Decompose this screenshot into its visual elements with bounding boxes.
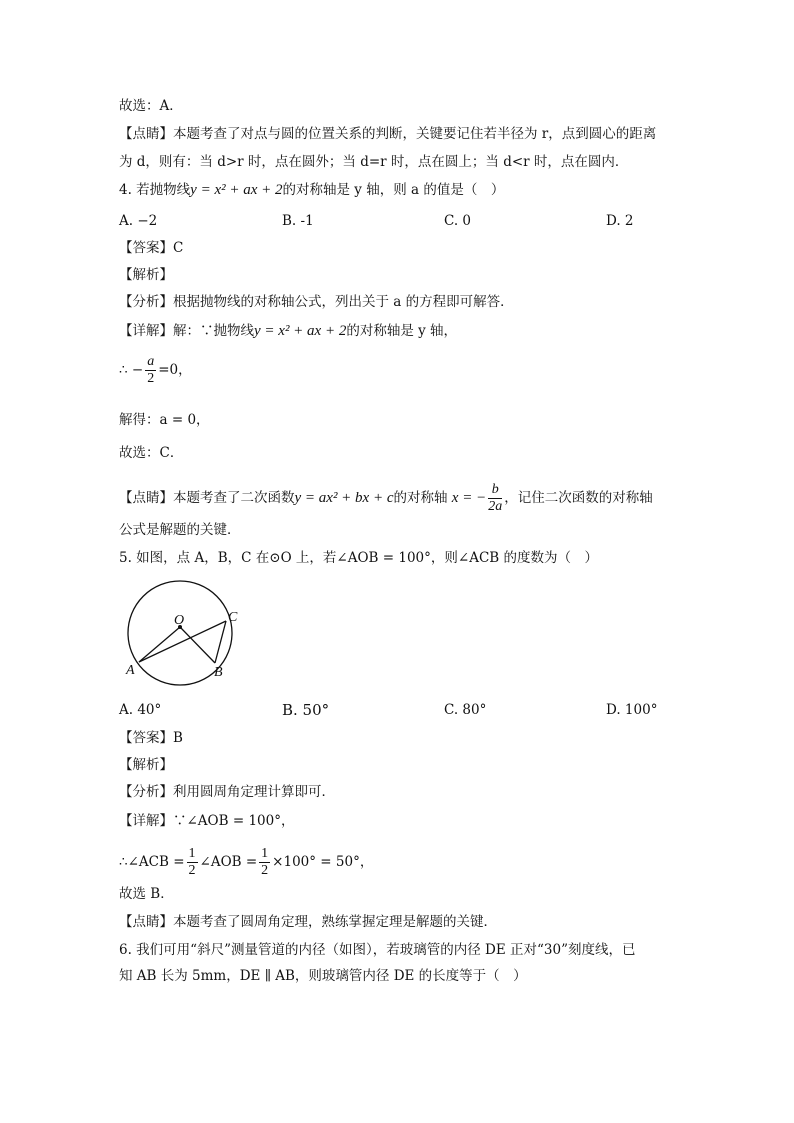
text-line: 【点睛】本题考查了对点与圆的位置关系的判断，关键要记住若半径为 r，点到圆心的距离 — [119, 126, 657, 142]
option-d: D. 2 — [606, 213, 634, 229]
label-c: C — [228, 610, 238, 625]
option-c: C. 0 — [444, 213, 472, 229]
choice-line: 故选：C． — [119, 445, 184, 461]
fraction: $\frac{1}{2}$ — [261, 846, 269, 878]
analysis-heading: 【解析】 — [119, 757, 173, 773]
option-c: C. 80° — [444, 702, 487, 718]
option-a: A. 40° — [119, 702, 162, 718]
option-d: D. 100° — [606, 702, 658, 718]
choice-line: 故选 B． — [119, 886, 174, 902]
label-a: A — [126, 663, 135, 678]
question-6-stem: 6. 我们可用“斜尺”测量管道的内径（如图），若玻璃管的内径 DE 正对“30”刻度线，已 — [119, 942, 636, 958]
segment-cb — [215, 621, 226, 663]
segment-ao — [139, 627, 180, 662]
answer-line: 【答案】B — [119, 730, 183, 746]
circle-diagram — [119, 578, 259, 688]
option-b: B. 50° — [282, 701, 330, 719]
detail-line: 【详解】∵∠AOB = 100°， — [119, 813, 295, 829]
dianjing-line: 【点睛】本题考查了圆周角定理，熟练掌握定理是解题的关键． — [119, 914, 497, 930]
option-a: A. −2 — [119, 213, 158, 229]
dianjing-line: 【点睛】本题考查了二次函数y = ax² + bx + c的对称轴 x = − $\frac{b}{2a}$ ，记住二次函数的对称轴 — [119, 482, 653, 514]
fenxi-line: 【分析】根据抛物线的对称轴公式，列出关于 a 的方程即可解答． — [119, 294, 514, 310]
option-b: B. -1 — [282, 213, 314, 229]
solution-step: 解得：a = 0， — [119, 412, 210, 428]
analysis-heading: 【解析】 — [119, 267, 173, 283]
label-o: O — [174, 613, 185, 628]
circle-figure — [119, 578, 259, 692]
fraction: $\frac{b}{2a}$ — [488, 482, 503, 514]
text-line: 故选：A． — [119, 98, 183, 114]
dianjing-line-2: 公式是解题的关键． — [119, 522, 241, 538]
answer-line: 【答案】C — [119, 240, 184, 256]
question-5-stem: 5. 如图，点 A，B，C 在⊙O 上，若∠AOB = 100°，则∠ACB 的度数为（ ） — [119, 550, 598, 566]
question-6-stem-2: 知 AB 长为 5mm，DE ∥ AB，则玻璃管内径 DE 的长度等于（ ） — [119, 968, 527, 984]
fenxi-line: 【分析】利用圆周角定理计算即可． — [119, 784, 335, 800]
question-4-stem: 4. 若抛物线y = x² + ax + 2的对称轴是 y 轴，则 a 的值是（ ） — [119, 182, 505, 198]
solution-step: ∴ − $\frac{a}{2}$ =0， — [119, 354, 192, 386]
fraction: $\frac{1}{2}$ — [188, 846, 196, 878]
text-line: 为 d，则有：当 d>r 时，点在圆外；当 d=r 时，点在圆上；当 d<r 时，点在圆内． — [119, 154, 629, 170]
segment-ob — [180, 627, 215, 663]
solution-step: ∴∠ACB = $\frac{1}{2}$ ∠AOB = $\frac{1}{2}$ ×100° = 50°， — [119, 846, 374, 878]
label-b: B — [214, 665, 223, 680]
detail-line: 【详解】解：∵抛物线y = x² + ax + 2的对称轴是 y 轴， — [119, 323, 458, 339]
fraction: $\frac{a}{2}$ — [147, 354, 155, 386]
